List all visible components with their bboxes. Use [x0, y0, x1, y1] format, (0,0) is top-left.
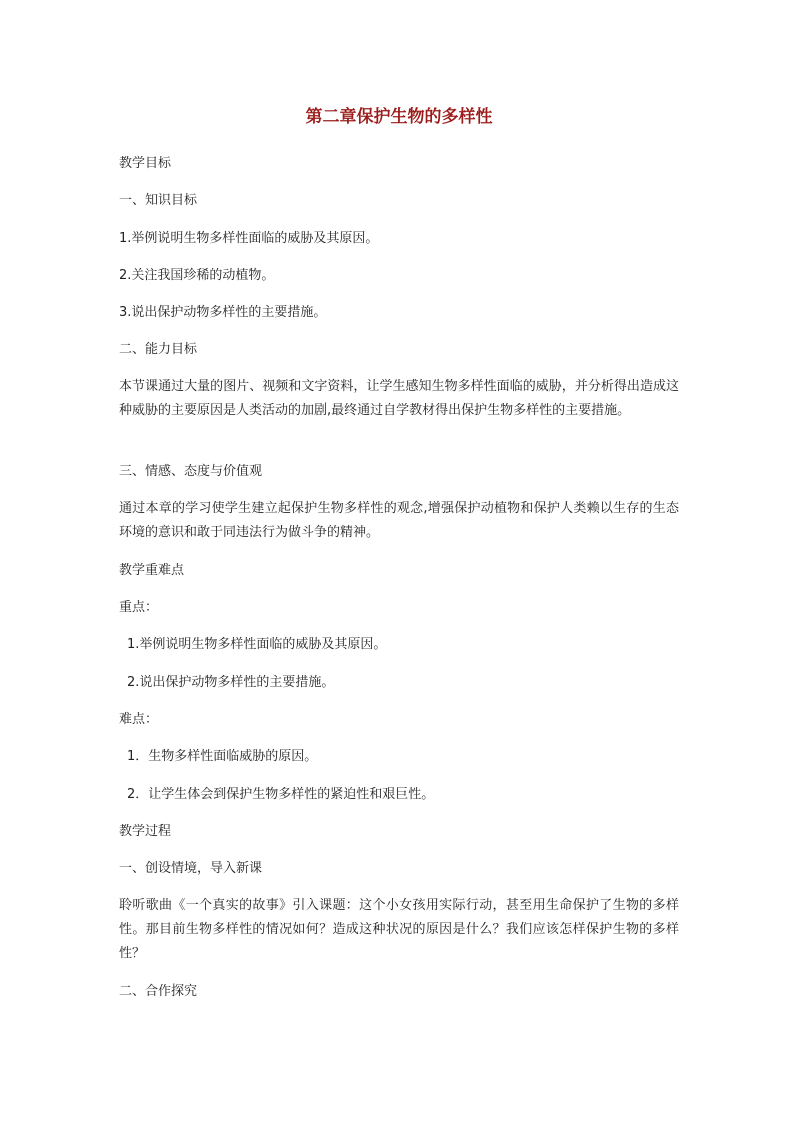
- knowledge-heading: 一、知识目标: [119, 193, 198, 208]
- difficult-point-item: 1．生物多样性面临威胁的原因。: [127, 749, 318, 764]
- key-points-label: 重点：: [119, 600, 159, 615]
- difficult-points-label: 难点：: [119, 712, 159, 727]
- ability-heading: 二、能力目标: [119, 342, 198, 357]
- knowledge-item: 3.说出保护动物多样性的主要措施。: [119, 305, 327, 320]
- difficult-point-item: 2．让学生体会到保护生物多样性的紧迫性和艰巨性。: [127, 787, 435, 802]
- key-point-item: 2.说出保护动物多样性的主要措施。: [127, 675, 335, 690]
- knowledge-item: 1.举例说明生物多样性面临的威胁及其原因。: [119, 231, 379, 246]
- ability-paragraph: 本节课通过大量的图片、视频和文字资料，让学生感知生物多样性面临的威胁，并分析得出造成这种威胁的主要原因是人类活动的加剧,最终通过自学教材得出保护生物多样性的主要措施。: [119, 379, 679, 418]
- explore-heading: 二、合作探究: [119, 984, 198, 999]
- document-title: 第二章保护生物的多样性: [305, 107, 493, 127]
- intro-paragraph: 聆听歌曲《一个真实的故事》引入课题：这个小女孩用实际行动，甚至用生命保护了生物的多样性。那目前生物多样性的情况如何？造成这种状况的原因是什么？我们应该怎样保护生物的多样性？: [119, 898, 679, 961]
- objectives-heading: 教学目标: [119, 156, 172, 171]
- key-point-item: 1.举例说明生物多样性面临的威胁及其原因。: [127, 637, 387, 652]
- intro-heading: 一、创设情境，导入新课: [119, 861, 263, 876]
- key-difficult-heading: 教学重难点: [119, 563, 185, 578]
- emotion-heading: 三、情感、态度与价值观: [119, 464, 263, 479]
- knowledge-item: 2.关注我国珍稀的动植物。: [119, 268, 275, 283]
- process-heading: 教学过程: [119, 824, 172, 839]
- emotion-paragraph: 通过本章的学习使学生建立起保护生物多样性的观念,增强保护动植物和保护人类赖以生存的生态环境的意识和敢于同违法行为做斗争的精神。: [119, 501, 679, 540]
